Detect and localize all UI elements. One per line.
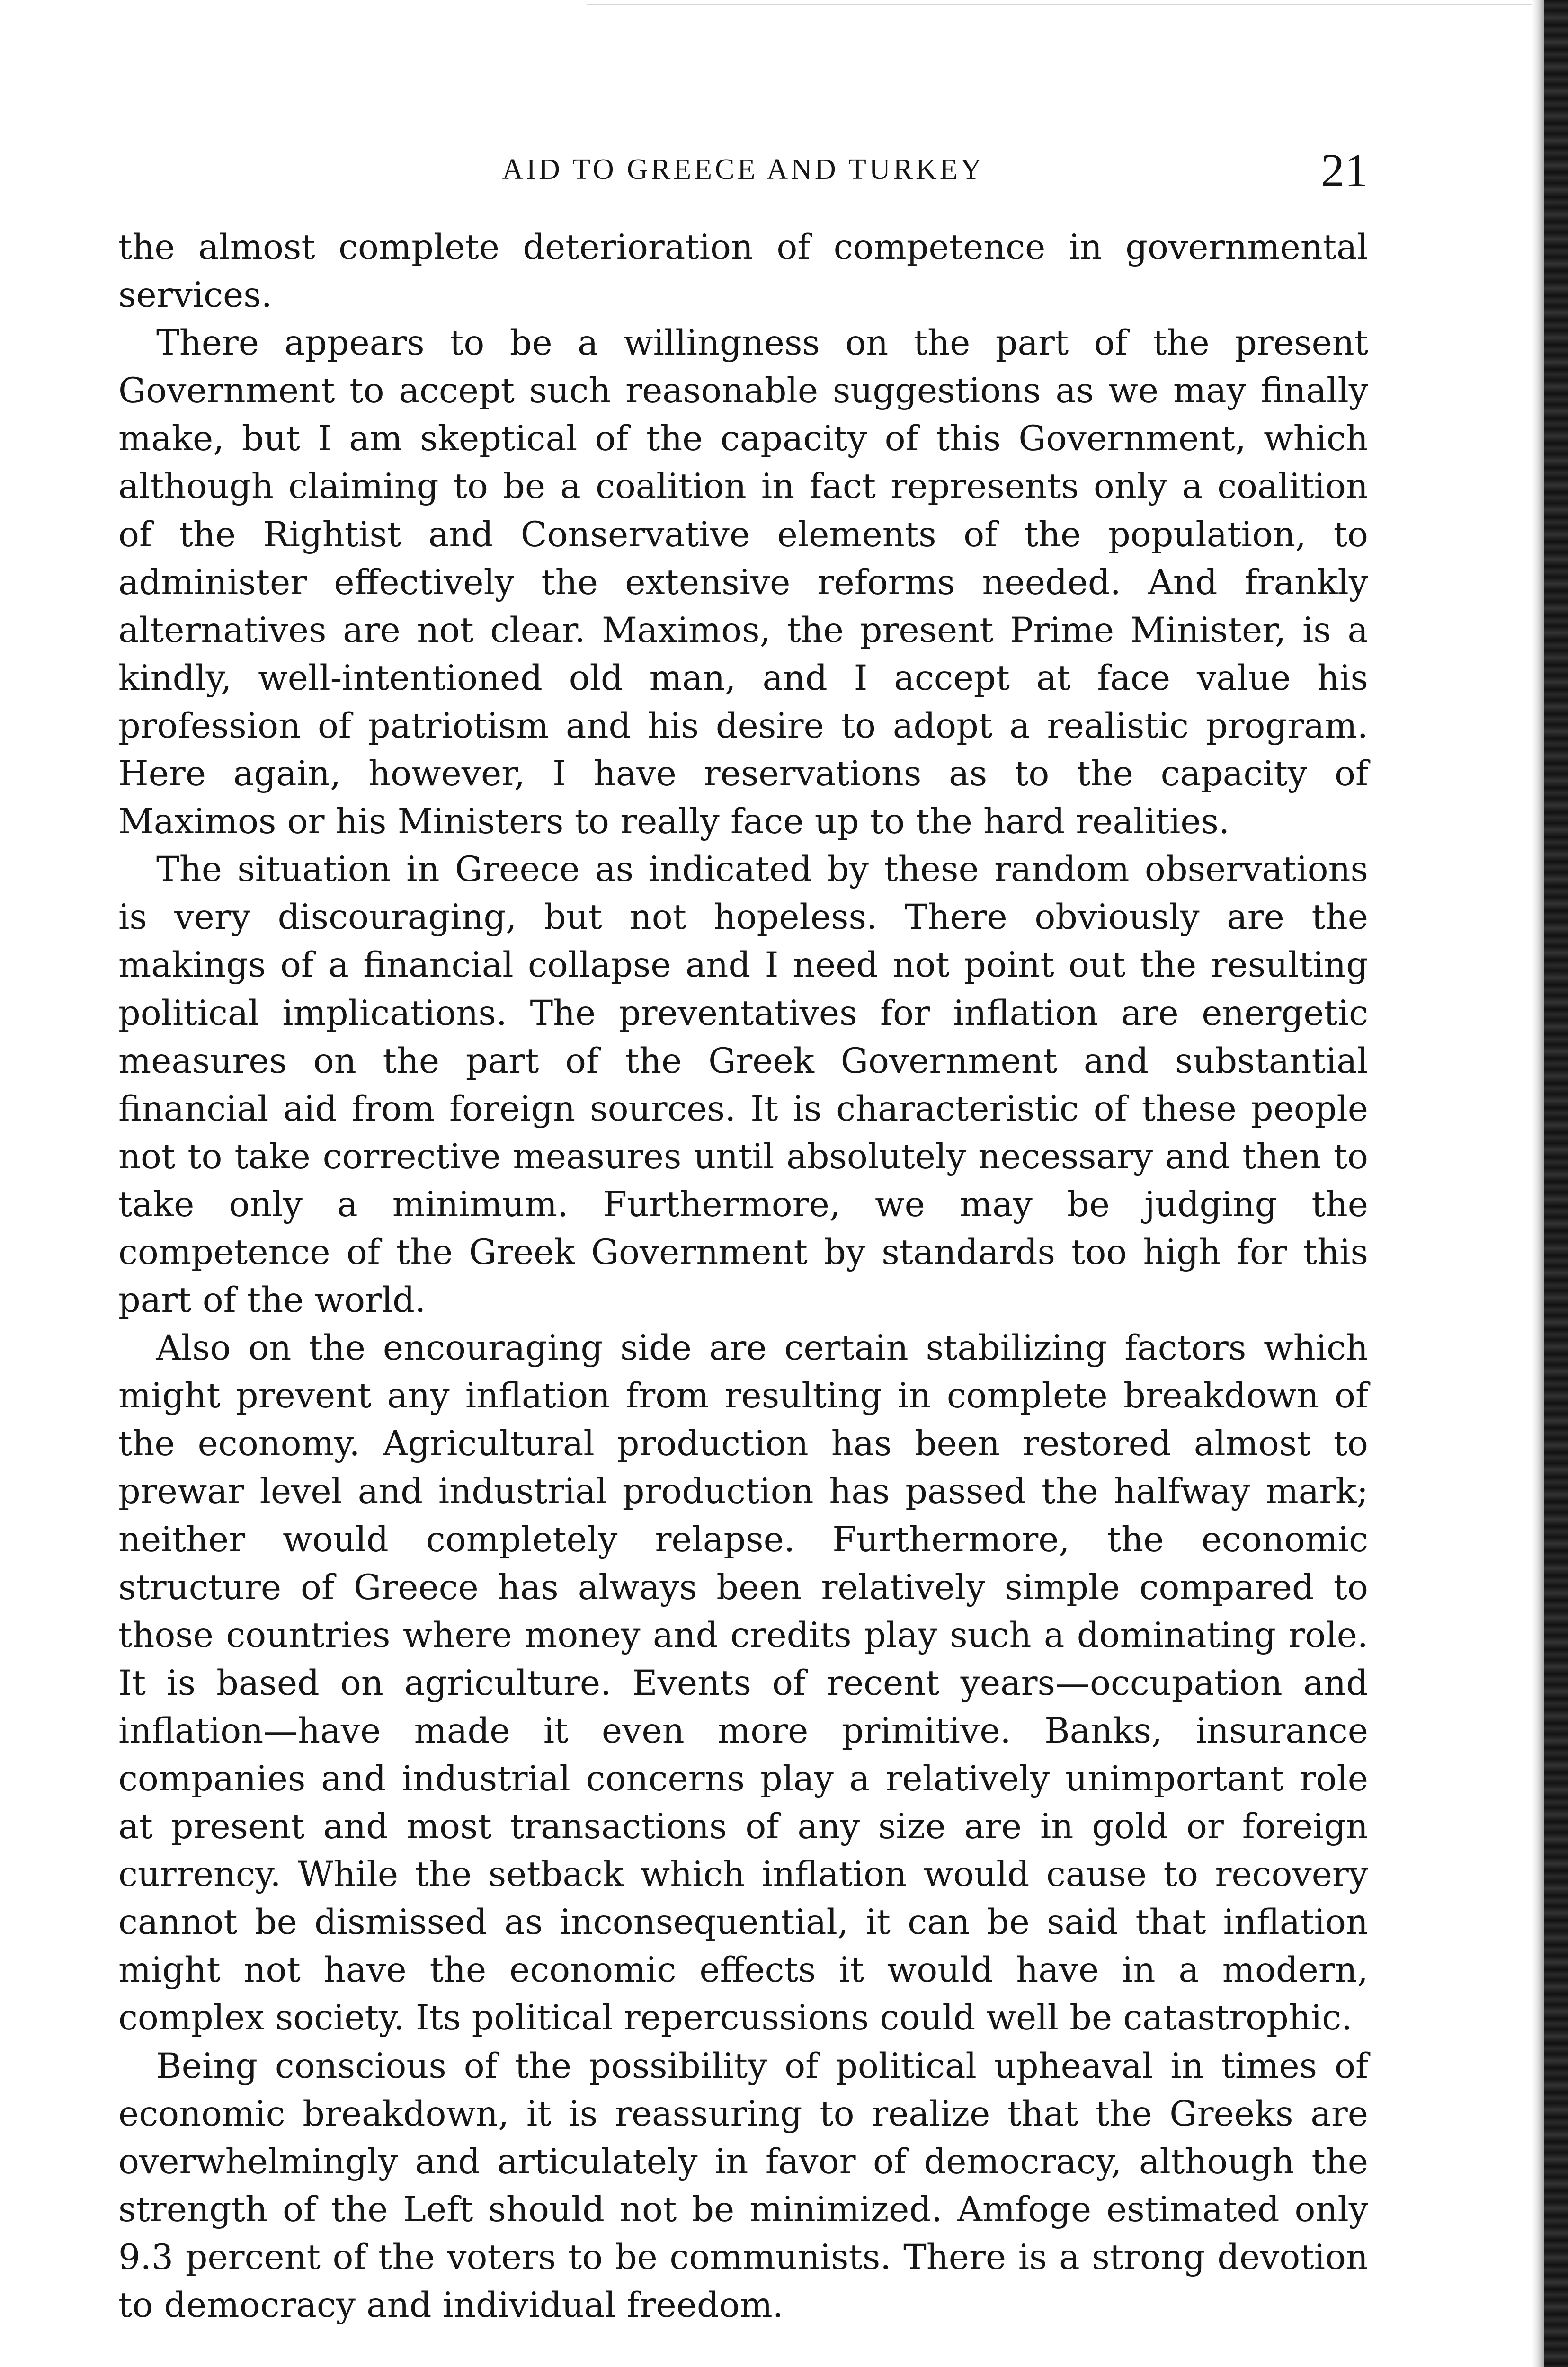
top-edge-rule	[587, 4, 1568, 5]
binding-edge	[1544, 0, 1568, 2367]
paragraph-democracy: Being conscious of the possibility of political upheaval in times of economic breakdown, it is reassuring to realize that the Greeks are overwhelmingly and articulately in favor of democracy, although the strength of the Left should not be minimized. Amfoge estimated only 9.3 percent of the voters to be communists. There is a strong devotion to democracy and individual freedom.	[118, 2046, 1368, 2326]
paragraph-continued: the almost complete deterioration of competence in governmental services.	[118, 227, 1368, 316]
binding-shadow	[1532, 0, 1544, 2367]
running-head-title: AID TO GREECE AND TURKEY	[502, 153, 985, 186]
paragraph-government-capacity: There appears to be a willingness on the part of the present Government to accept such reasonable suggestions as we may finally make, but I am skeptical of the capacity of this Government, which although claiming to be a coalition in fact represents only a coalition of the Rightist and Conservative elements of the population, to administer effectively the extensive reforms needed. And frankly alternatives are not clear. Maximos, the present Prime Minister, is a kindly, well-intentioned old man, and I accept at face value his profession of patriotism and his desire to adopt a realistic program. Here again, however, I have reservations as to the capacity of Maximos or his Ministers to really face up to the hard realities.	[118, 323, 1368, 842]
paragraph-stabilizing-factors: Also on the encouraging side are certain stabilizing factors which might prevent any inflation from resulting in complete breakdown of the economy. Agricultural production has been restored almost to prewar level and industrial production has passed the halfway mark; neither would completely relapse. Furthermore, the economic structure of Greece has always been relatively simple compared to those countries where money and credits play such a dominating role. It is based on agriculture. Events of recent years—occupation and inflation—have made it even more primitive. Banks, insurance companies and industrial concerns play a relatively unimportant role at present and most transactions of any size are in gold or foreign currency. While the setback which inflation would cause to recovery cannot be dismissed as inconsequential, it can be said that inflation might not have the economic effects it would have in a modern, complex society. Its political repercussions could well be catastrophic.	[118, 1328, 1368, 2038]
paragraph-financial-situation: The situation in Greece as indicated by these random observations is very discouraging, but not hopeless. There obviously are the makings of a financial collapse and I need not point out the resulting political implications. The preventatives for inflation are energetic measures on the part of the Greek Government and substantial financial aid from foreign sources. It is characteristic of these people not to take corrective measures until absolutely necessary and then to take only a minimum. Furthermore, we may be judging the competence of the Greek Government by standards too high for this part of the world.	[118, 849, 1368, 1321]
running-head	[118, 142, 1368, 199]
body-text	[118, 223, 1368, 2329]
page-number: 21	[1321, 144, 1368, 196]
